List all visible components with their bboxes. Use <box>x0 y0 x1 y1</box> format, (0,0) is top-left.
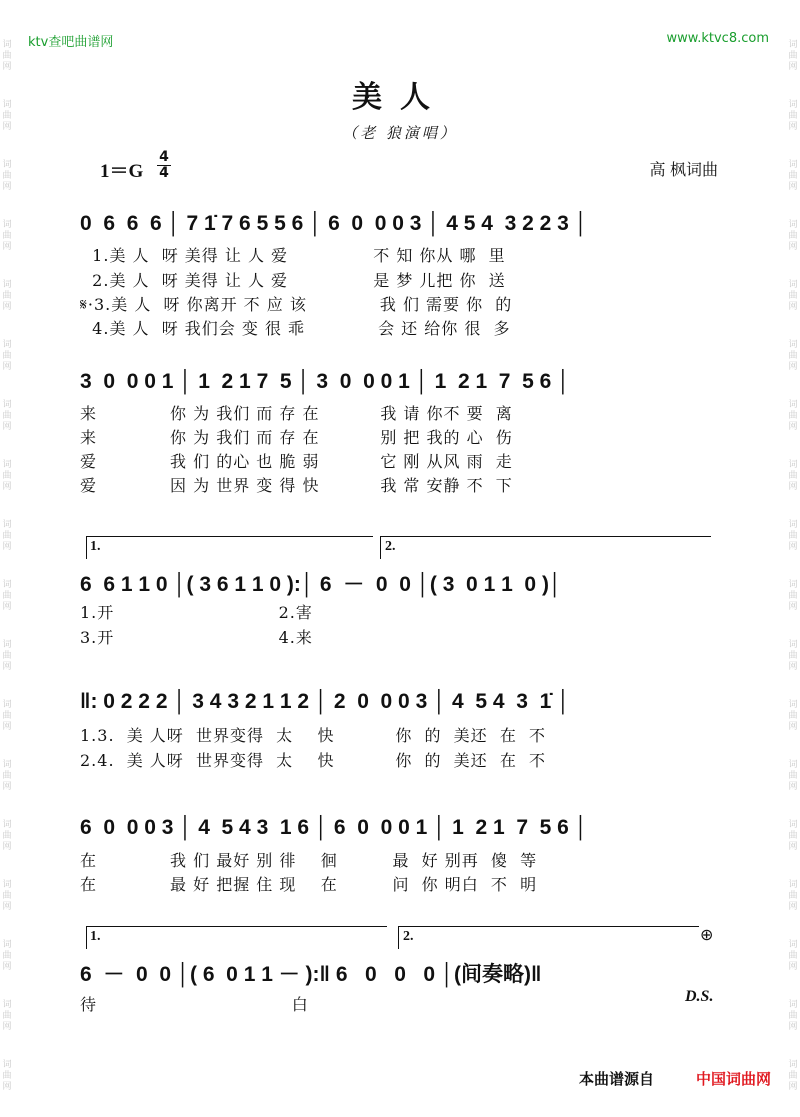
notation-line-1: 0 6 6 6 │ 7 1̇ 7 6 5 5 6 │ 6 0 0 0 3 │ 4 5 4 3 2 2 3 │ <box>80 212 588 235</box>
watermark-char: 词 <box>788 700 798 710</box>
watermark-char: 网 <box>2 902 12 912</box>
watermark-char: 网 <box>788 1022 798 1032</box>
watermark-char: 网 <box>2 122 12 132</box>
lyric-line-3-1: 1.开 2.害 <box>80 603 313 622</box>
lyric-line-2-2: 来 你 为 我们 而 存 在 别 把 我的 心 伤 <box>80 428 513 447</box>
watermark-char: 词 <box>788 340 798 350</box>
site-name-left[interactable]: ktv查吧曲谱网 <box>28 35 114 50</box>
watermark-char: 曲 <box>2 471 12 481</box>
notation-line-5: 6 0 0 0 3 │ 4 5 4 3 1 6 │ 6 0 0 0 1 │ 1 2 1 7 5 6 │ <box>80 816 588 839</box>
watermark-char: 曲 <box>788 651 798 661</box>
watermark-char: 词 <box>788 880 798 890</box>
lyric-line-4-2: 2.4. 美 人呀 世界变得 太 快 你 的 美还 在 不 <box>80 751 547 770</box>
watermark-char: 曲 <box>788 171 798 181</box>
watermark-char: 词 <box>2 460 12 470</box>
watermark-char: 网 <box>788 542 798 552</box>
lyric-line-2-4: 爱 因 为 世界 变 得 快 我 常 安静 不 下 <box>80 476 513 495</box>
watermark-char: 词 <box>2 700 12 710</box>
watermark-char: 曲 <box>2 831 12 841</box>
watermark-char: 曲 <box>788 891 798 901</box>
watermark-char: 词 <box>2 940 12 950</box>
watermark-char: 词 <box>788 760 798 770</box>
watermark-char: 词 <box>2 160 12 170</box>
watermark-char: 曲 <box>2 891 12 901</box>
volta-bracket-1b <box>86 926 387 949</box>
watermark-char: 网 <box>2 482 12 492</box>
watermark-char: 曲 <box>2 711 12 721</box>
watermark-char: 网 <box>2 1082 12 1092</box>
watermark-char: 网 <box>788 302 798 312</box>
watermark-char: 网 <box>2 662 12 672</box>
watermark-char: 词 <box>788 820 798 830</box>
watermark-char: 网 <box>2 782 12 792</box>
lyric-line-2-1: 来 你 为 我们 而 存 在 我 请 你不 要 离 <box>80 404 513 423</box>
lyric-line-1-1: 1.美 人 呀 美得 让 人 爱 不 知 你从 哪 里 <box>80 246 506 265</box>
watermark-char: 网 <box>788 1082 798 1092</box>
watermark-char: 词 <box>2 760 12 770</box>
watermark-char: 曲 <box>788 471 798 481</box>
watermark-char: 网 <box>2 602 12 612</box>
notation-line-3: 6 6 1 1 0 │( 3 6 1 1 0 ):│ 6 － 0 0 │( 3 0 1 1 0 )│ <box>80 573 563 596</box>
watermark-char: 网 <box>2 962 12 972</box>
watermark-char: 词 <box>788 400 798 410</box>
lyric-line-6-1: 待 白 <box>80 995 309 1014</box>
watermark-char: 曲 <box>2 111 12 121</box>
watermark-char: 网 <box>2 422 12 432</box>
watermark-char: 词 <box>2 280 12 290</box>
watermark-char: 词 <box>2 580 12 590</box>
watermark-char: 网 <box>2 182 12 192</box>
lyric-line-1-3: 𝄋·3.美 人 呀 你离开 不 应 该 我 们 需要 你 的 <box>80 295 513 314</box>
watermark-char: 词 <box>2 40 12 50</box>
watermark-char: 曲 <box>2 351 12 361</box>
watermark-char: 网 <box>788 902 798 912</box>
volta-label-2: 2. <box>385 539 396 554</box>
watermark-char: 曲 <box>2 531 12 541</box>
watermark-char: 曲 <box>788 591 798 601</box>
watermark-char: 曲 <box>788 411 798 421</box>
watermark-char: 网 <box>2 842 12 852</box>
watermark-char: 曲 <box>2 51 12 61</box>
song-title: 美人 <box>352 80 448 115</box>
right-watermark-strip <box>786 0 800 1117</box>
time-bottom: 4 <box>159 165 169 181</box>
watermark-char: 曲 <box>788 771 798 781</box>
watermark-char: 网 <box>788 242 798 252</box>
watermark-char: 词 <box>2 1000 12 1010</box>
watermark-char: 曲 <box>788 51 798 61</box>
watermark-char: 词 <box>788 520 798 530</box>
notation-line-4: ‖: 0 2 2 2 │ 3 4 3 2 1 1 2 │ 2 0 0 0 3 │ 4 5 4 3 1̇ │ <box>80 690 571 713</box>
watermark-char: 曲 <box>788 1071 798 1081</box>
left-watermark-strip <box>0 0 14 1117</box>
watermark-char: 曲 <box>788 291 798 301</box>
watermark-char: 网 <box>788 842 798 852</box>
lyric-line-5-1: 在 我 们 最好 别 徘 徊 最 好 别再 傻 等 <box>80 851 538 870</box>
watermark-char: 曲 <box>2 591 12 601</box>
site-url-right[interactable]: www.ktvc8.com <box>666 31 769 46</box>
watermark-char: 词 <box>788 1000 798 1010</box>
watermark-char: 网 <box>2 302 12 312</box>
footer-source-label: 本曲谱源自 <box>578 1070 654 1088</box>
watermark-char: 曲 <box>2 291 12 301</box>
watermark-char: 网 <box>788 422 798 432</box>
watermark-char: 曲 <box>788 951 798 961</box>
lyric-line-1-2: 2.美 人 呀 美得 让 人 爱 是 梦 儿把 你 送 <box>80 271 506 290</box>
lyric-line-1-4: 4.美 人 呀 我们会 变 很 乖 会 还 给你 很 多 <box>80 319 511 338</box>
volta-label-1b: 1. <box>90 929 101 944</box>
watermark-char: 网 <box>2 722 12 732</box>
watermark-char: 曲 <box>788 231 798 241</box>
watermark-char: 网 <box>788 722 798 732</box>
watermark-char: 曲 <box>788 831 798 841</box>
watermark-char: 网 <box>2 242 12 252</box>
watermark-char: 词 <box>2 100 12 110</box>
watermark-char: 曲 <box>2 171 12 181</box>
watermark-char: 网 <box>788 662 798 672</box>
watermark-char: 词 <box>788 1060 798 1070</box>
watermark-char: 曲 <box>788 711 798 721</box>
watermark-char: 曲 <box>788 1011 798 1021</box>
watermark-char: 词 <box>788 640 798 650</box>
lyric-line-5-2: 在 最 好 把握 住 现 在 问 你 明白 不 明 <box>80 875 538 894</box>
watermark-char: 词 <box>788 100 798 110</box>
song-subtitle: （老 狼演唱） <box>342 124 458 142</box>
watermark-char: 词 <box>2 1060 12 1070</box>
watermark-char: 曲 <box>788 111 798 121</box>
watermark-char: 网 <box>2 62 12 72</box>
watermark-char: 词 <box>2 820 12 830</box>
watermark-char: 曲 <box>2 231 12 241</box>
notation-line-6: 6 － 0 0 │( 6 0 1 1 － ):‖ 6 0 0 0 │(间奏略)‖ <box>80 963 542 986</box>
watermark-char: 词 <box>788 220 798 230</box>
watermark-char: 词 <box>788 280 798 290</box>
watermark-char: 曲 <box>2 411 12 421</box>
watermark-char: 曲 <box>2 771 12 781</box>
watermark-char: 网 <box>2 542 12 552</box>
notation-line-2: 3 0 0 0 1 │ 1 2 1 7 5 │ 3 0 0 0 1 │ 1 2 1 7 5 6 │ <box>80 370 571 393</box>
watermark-char: 网 <box>788 122 798 132</box>
watermark-char: 曲 <box>2 1071 12 1081</box>
volta-bracket-2b <box>398 926 699 949</box>
watermark-char: 词 <box>2 640 12 650</box>
volta-label-2b: 2. <box>403 929 414 944</box>
volta-bracket-1 <box>86 536 373 559</box>
watermark-char: 词 <box>2 400 12 410</box>
time-top: 4 <box>159 149 169 165</box>
watermark-char: 词 <box>2 220 12 230</box>
dal-segno-mark: D.S. <box>685 988 714 1005</box>
volta-bracket-2 <box>380 536 711 559</box>
lyric-line-4-1: 1.3. 美 人呀 世界变得 太 快 你 的 美还 在 不 <box>80 726 547 745</box>
watermark-char: 曲 <box>2 1011 12 1021</box>
watermark-char: 词 <box>2 520 12 530</box>
watermark-char: 网 <box>2 1022 12 1032</box>
composer-credit: 高 枫词曲 <box>649 162 718 179</box>
watermark-char: 词 <box>788 160 798 170</box>
watermark-char: 曲 <box>788 351 798 361</box>
watermark-char: 网 <box>2 362 12 372</box>
lyric-line-2-3: 爱 我 们 的心 也 脆 弱 它 刚 从风 雨 走 <box>80 452 513 471</box>
watermark-char: 网 <box>788 482 798 492</box>
watermark-char: 网 <box>788 62 798 72</box>
coda-sign-icon: ⊕ <box>700 925 714 944</box>
watermark-char: 词 <box>788 460 798 470</box>
watermark-char: 曲 <box>788 531 798 541</box>
watermark-char: 词 <box>788 580 798 590</box>
watermark-char: 曲 <box>2 651 12 661</box>
lyric-line-3-2: 3.开 4.来 <box>80 628 313 647</box>
watermark-char: 词 <box>2 880 12 890</box>
watermark-char: 网 <box>788 182 798 192</box>
volta-label-1: 1. <box>90 539 101 554</box>
footer-site-link[interactable]: 中国词曲网 <box>695 1070 771 1088</box>
time-signature <box>157 151 171 180</box>
watermark-char: 网 <box>788 362 798 372</box>
watermark-char: 网 <box>788 602 798 612</box>
key-signature: 1＝G <box>100 161 144 182</box>
watermark-char: 网 <box>788 962 798 972</box>
watermark-char: 词 <box>2 340 12 350</box>
watermark-char: 曲 <box>2 951 12 961</box>
watermark-char: 词 <box>788 40 798 50</box>
watermark-char: 网 <box>788 782 798 792</box>
watermark-char: 词 <box>788 940 798 950</box>
